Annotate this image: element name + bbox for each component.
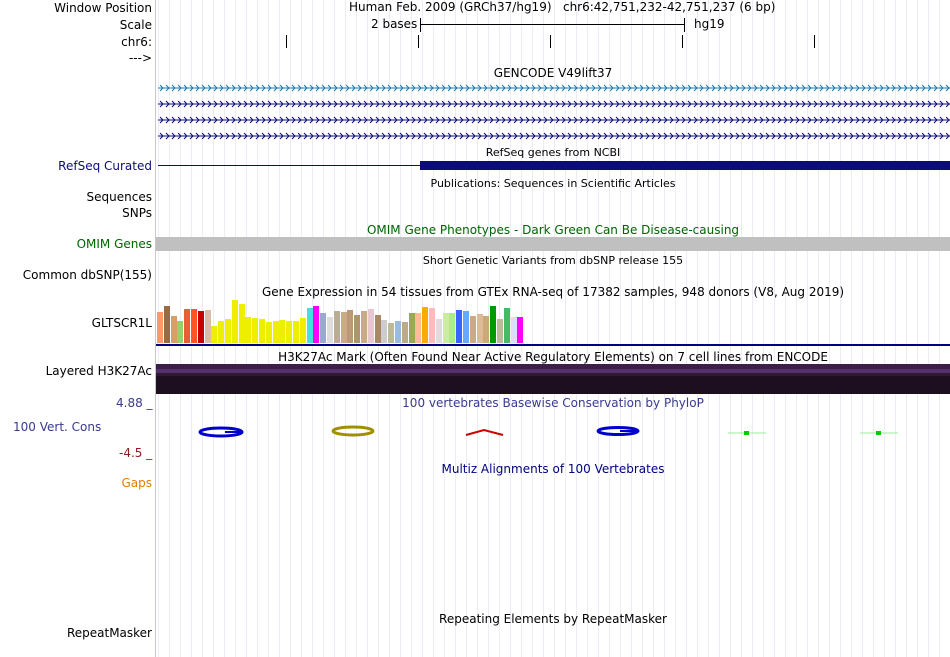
gtex-bar[interactable] [177, 321, 183, 343]
gtex-bar[interactable] [198, 311, 204, 343]
gtex-bar[interactable] [184, 309, 190, 343]
gtex-bar[interactable] [477, 314, 483, 343]
gtex-bar[interactable] [504, 308, 510, 343]
logo-letter-c [333, 427, 373, 435]
conservation-min-label: -4.5 _ [119, 446, 153, 460]
ruler-tick [418, 35, 419, 48]
h3k27ac-track-title: H3K27Ac Mark (Often Found Near Active Regulatory Elements) on 7 cell lines from ENCODE [278, 350, 828, 364]
gtex-bar[interactable] [375, 315, 381, 343]
assembly-title: Human Feb. 2009 (GRCh37/hg19) chr6:42,751,232-42,751,237 (6 bp) [349, 0, 776, 14]
gtex-bar[interactable] [266, 322, 272, 343]
gtex-bar[interactable] [225, 319, 231, 343]
gtex-bar[interactable] [388, 323, 394, 343]
gtex-bar[interactable] [327, 317, 333, 343]
gtex-bar[interactable] [300, 318, 306, 343]
gtex-bar[interactable] [456, 310, 462, 343]
scale-db-label: hg19 [694, 17, 725, 31]
gtex-bar[interactable] [368, 309, 374, 343]
gtex-bar[interactable] [517, 317, 523, 343]
panel-divider [155, 0, 156, 657]
conservation-track-title: 100 vertebrates Basewise Conservation by PhyloP [402, 396, 704, 410]
gtex-bar[interactable] [436, 319, 442, 343]
refseq-intron-line[interactable] [158, 165, 420, 166]
gtex-bar[interactable] [463, 311, 469, 343]
gtex-track-title: Gene Expression in 54 tissues from GTEx RNA-seq of 17382 samples, 948 donors (V8, Aug 2019) [261, 285, 845, 299]
gtex-bar[interactable] [361, 311, 367, 343]
gtex-bar[interactable] [395, 321, 401, 343]
gencode-track-title: GENCODE V49lift37 [493, 66, 613, 80]
gtex-bar[interactable] [470, 316, 476, 343]
gencode-transcript-line[interactable] [158, 131, 950, 141]
gtex-bar[interactable] [307, 308, 313, 343]
gtex-bar[interactable] [341, 312, 347, 343]
gtex-bar[interactable] [259, 319, 265, 343]
gtex-bar[interactable] [239, 304, 245, 343]
logo-letter-a [466, 430, 503, 435]
gtex-bar[interactable] [422, 307, 428, 343]
multiz-track-title: Multiz Alignments of 100 Vertebrates [441, 462, 665, 476]
gtex-gene-line [156, 344, 950, 346]
gtex-bar[interactable] [429, 308, 435, 343]
dbsnp-track-label[interactable]: Common dbSNP(155) [22, 268, 152, 282]
sequences-label[interactable]: Sequences [86, 190, 152, 204]
window-position-label: Window Position [54, 1, 152, 15]
refseq-track-title: RefSeq genes from NCBI [485, 146, 621, 159]
ruler-tick [682, 35, 683, 48]
refseq-exon-block[interactable] [420, 161, 950, 170]
scale-bar-right-tick [684, 18, 685, 32]
snps-label[interactable]: SNPs [122, 206, 152, 220]
scale-label: Scale [119, 18, 152, 32]
h3k27ac-signal[interactable] [156, 364, 950, 394]
strand-arrow-label: ---> [128, 51, 152, 65]
gtex-bar[interactable] [218, 321, 224, 343]
omim-track-title: OMIM Gene Phenotypes - Dark Green Can Be Disease-causing [366, 223, 740, 237]
ruler-tick [286, 35, 287, 48]
gtex-bar[interactable] [245, 317, 251, 343]
gtex-bar[interactable] [490, 306, 496, 343]
gtex-bar[interactable] [381, 320, 387, 343]
gtex-bar[interactable] [347, 310, 353, 343]
scale-bar [420, 24, 684, 25]
gtex-bar[interactable] [164, 306, 170, 343]
gtex-bar[interactable] [402, 322, 408, 343]
publications-track-title: Publications: Sequences in Scientific Articles [430, 177, 676, 190]
gtex-bar[interactable] [211, 326, 217, 343]
gtex-bar[interactable] [354, 315, 360, 343]
gtex-bar[interactable] [293, 321, 299, 343]
gtex-gene-label[interactable]: GLTSCR1L [91, 316, 152, 330]
scale-bar-left-tick [420, 18, 421, 32]
gtex-bar[interactable] [286, 321, 292, 343]
omim-track-label[interactable]: OMIM Genes [76, 237, 152, 251]
gencode-transcript-line[interactable] [158, 99, 950, 109]
gtex-bar[interactable] [415, 313, 421, 343]
gtex-bar[interactable] [157, 312, 163, 343]
gtex-bar[interactable] [232, 300, 238, 343]
gtex-bar[interactable] [313, 306, 319, 343]
h3k27ac-track-label[interactable]: Layered H3K27Ac [45, 364, 152, 378]
gtex-bar[interactable] [443, 313, 449, 343]
repeatmasker-track-label[interactable]: RepeatMasker [66, 626, 152, 640]
gtex-bar[interactable] [279, 320, 285, 343]
omim-gene-bar[interactable] [156, 237, 950, 251]
gencode-transcript-line[interactable] [158, 115, 950, 125]
gtex-bar[interactable] [273, 321, 279, 343]
gtex-bar[interactable] [497, 319, 503, 343]
ruler-tick [550, 35, 551, 48]
gtex-bar[interactable] [320, 313, 326, 343]
gtex-bar[interactable] [483, 316, 489, 343]
dbsnp-track-title: Short Genetic Variants from dbSNP release 155 [422, 254, 684, 267]
gtex-bar[interactable] [449, 313, 455, 343]
gtex-bar[interactable] [205, 310, 211, 343]
gencode-transcript-line[interactable] [158, 83, 950, 93]
repeatmasker-track-title: Repeating Elements by RepeatMasker [439, 612, 667, 626]
gtex-bar[interactable] [252, 318, 258, 343]
conservation-max-label: 4.88 _ [116, 396, 153, 410]
gtex-bar[interactable] [191, 309, 197, 343]
gtex-bar[interactable] [334, 311, 340, 343]
chromosome-label: chr6: [121, 35, 152, 49]
gaps-label[interactable]: Gaps [121, 476, 152, 490]
scale-bar-text: 2 bases [371, 17, 418, 31]
refseq-track-label[interactable]: RefSeq Curated [58, 159, 152, 173]
conservation-track-label[interactable]: 100 Vert. Cons [13, 420, 102, 434]
ruler-tick [814, 35, 815, 48]
gtex-bar[interactable] [171, 316, 177, 343]
gtex-bar[interactable] [511, 317, 517, 343]
gtex-bar[interactable] [409, 313, 415, 343]
